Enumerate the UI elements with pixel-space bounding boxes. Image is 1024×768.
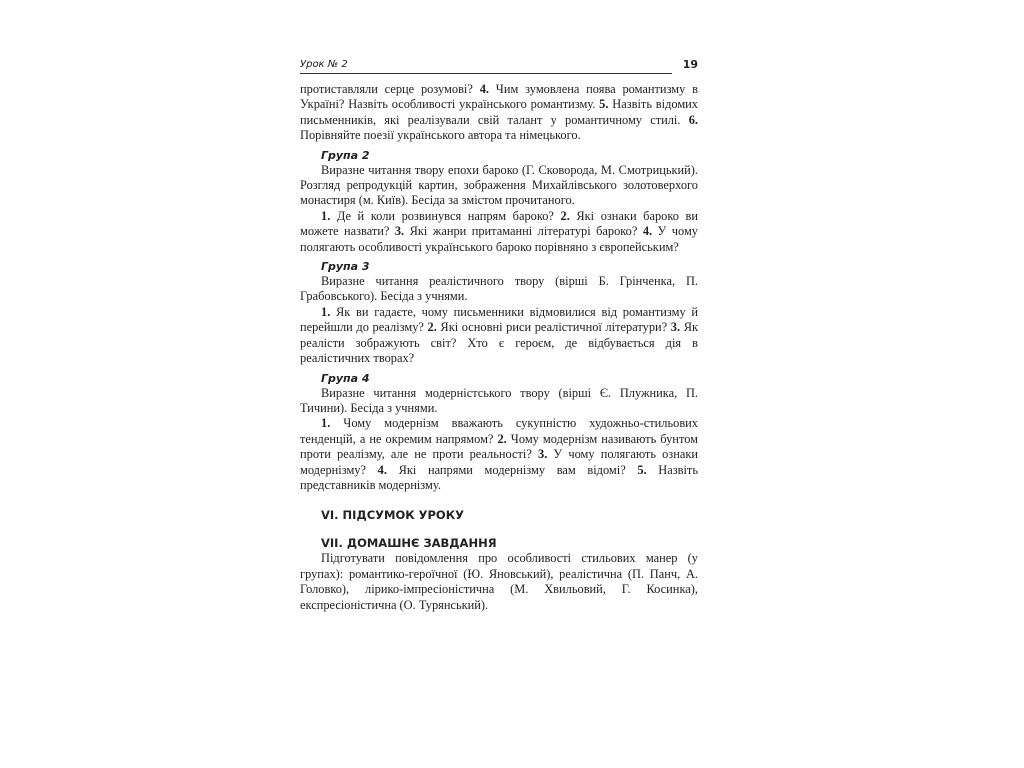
group-2-description: Виразне читання твору епохи бароко (Г. Сковорода, М. Смотрицький). Розгляд репродукцій картин, зображення Михайлівського золотоверхого монастиря (м. Київ). Бесіда за змістом прочитаного. (300, 162, 698, 208)
group-4-heading: Група 4 (321, 371, 370, 385)
group-4-description: Виразне читання модерністського твору (вірші Є. Плужника, П. Тичини). Бесіда з учнями. (300, 385, 698, 415)
homework-paragraph: Підготувати повідомлення про особливості стильових манер (у групах): романтико-героїчної (Ю. Яновський), реалістична (П. Панч, А. Головко), лірико-імпресіоністична (М. Хвильовий, Г. Косинка), експресіоністична (О. Турянський). (300, 551, 698, 612)
group-2-heading: Група 2 (321, 148, 370, 162)
header-rule (300, 73, 672, 74)
page-header (300, 58, 698, 74)
header-lesson-title: Урок № 2 (300, 59, 348, 70)
section-7-heading: VII. ДОМАШНЄ ЗАВДАННЯ (321, 536, 497, 551)
intro-questions-paragraph: протиставляли серце розумові? 4. Чим зумовлена поява романтизму в Україні? Назвіть особливості українського романтизму. 5. Назвіть відомих письменників, які реалізували свій талант у романтичному стилі. 6. Порівняйте поезії українського автора та німецького. (300, 82, 699, 143)
group-3-description: Виразне читання реалістичного твору (вірші Б. Грінченка, П. Грабовського). Бесіда з учнями. (300, 274, 698, 304)
group-3-heading: Група 3 (321, 260, 370, 274)
page-number: 19 (682, 58, 698, 71)
group-2-questions: 1. Де й коли розвинувся напрям бароко? 2. Які ознаки бароко ви можете назвати? 3. Які жанри притаманні літературі бароко? 4. У чому полягають особливості українського бароко порівняно з європейським? (300, 208, 698, 254)
group-3-questions: 1. Як ви гадаєте, чому письменники відмовилися від романтизму й перейшли до реалізму? 2. Які основні риси реалістичної літератури? 3. Як реалісти зображують світ? Хто є героєм, де відбувається дія в реалістичних творах? (300, 304, 698, 366)
section-6-heading: VI. ПІДСУМОК УРОКУ (321, 508, 464, 523)
group-4-questions: 1. Чому модернізм вважають сукупністю художньо-стильових тенденцій, а не окремим напрямом? 2. Чому модернізм називають бунтом проти реалізму, але не проти реальності? 3. У чому полягають ознаки модернізму? 4. Які напрями модернізму вам відомі? 5. Назвіть представників модернізму. (300, 416, 698, 492)
page-content (300, 82, 698, 613)
